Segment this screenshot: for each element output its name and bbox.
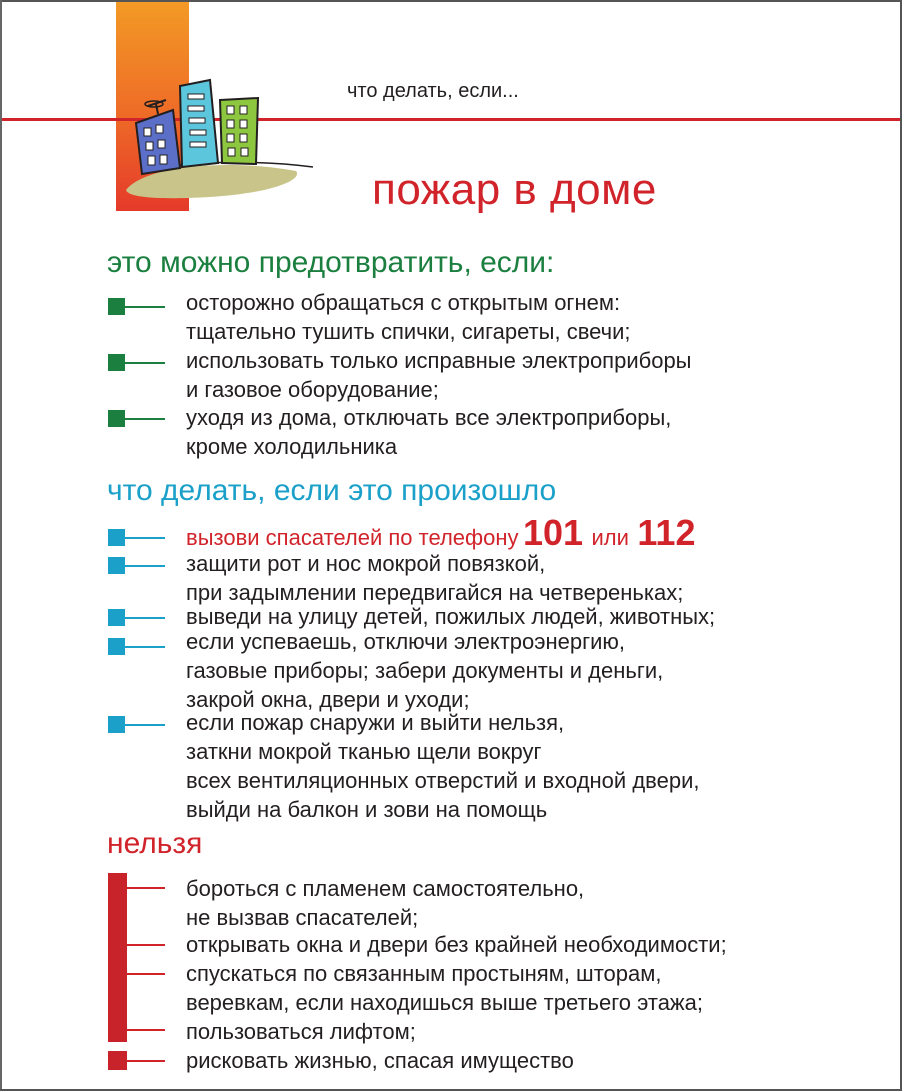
item-line: кроме холодильника [186,434,398,459]
item-line: уходя из дома, отключать все электроприборы, [186,405,672,430]
phone-101: 101 [522,512,584,553]
list-item [186,930,727,959]
list-item [186,708,699,824]
item-line: тщательно тушить спички, сигареты, свечи; [186,319,631,344]
green-bullet-line [125,418,165,420]
item-line: защити рот и нос мокрой повязкой, [186,551,546,576]
cyan-bullet-line [125,537,165,539]
item-line: бороться с пламенем самостоятельно, [186,876,585,901]
kicker-text: что делать, если... [347,80,519,102]
buildings-illustration [118,68,318,203]
list-item [186,288,631,346]
red-bullet-line [127,1029,165,1031]
item-line: и газовое оборудование; [186,377,439,402]
green-bullet-line [125,306,165,308]
list-item [186,346,692,404]
cyan-bullet-icon [108,716,125,733]
cyan-bullet-line [125,617,165,619]
list-item [186,874,584,932]
cyan-bullet-icon [108,557,125,574]
green-bullet-icon [108,298,125,315]
list-item [186,959,703,1017]
cyan-bullet-icon [108,529,125,546]
item-line: выведи на улицу детей, пожилых людей, животных; [186,604,716,629]
item-line: всех вентиляционных отверстий и входной двери, [186,768,700,793]
red-vertical-bar [108,873,127,1042]
red-bullet-line [127,944,165,946]
item-line: выйди на балкон и зови на помощь [186,797,548,822]
list-item [186,1017,416,1046]
green-bullet-icon [108,354,125,371]
item-line: спускаться по связанным простыням, шторам, [186,961,662,986]
item-line: если успеваешь, отключи электроэнергию, [186,629,626,654]
call-or: или [591,525,629,550]
prevent-heading: это можно предотвратить, если: [107,246,555,279]
red-bullet-line [127,887,165,889]
cyan-bullet-icon [108,609,125,626]
green-bullet-icon [108,410,125,427]
forbidden-heading: нельзя [107,827,203,860]
action-heading: что делать, если это произошло [107,474,557,507]
item-line: заткни мокрой тканью щели вокруг [186,739,542,764]
item-line: если пожар снаружи и выйти нельзя, [186,710,565,735]
list-item [186,627,663,714]
item-line: пользоваться лифтом; [186,1019,416,1044]
green-bullet-line [125,362,165,364]
red-bullet-line [127,973,165,975]
frame-left [0,0,2,1091]
item-line: использовать только исправные электроприборы [186,348,692,373]
item-line: не вызвав спасателей; [186,905,419,930]
item-line: рисковать жизнью, спасая имущество [186,1048,574,1073]
cyan-bullet-icon [108,638,125,655]
item-line: веревкам, если находишься выше третьего этажа; [186,990,703,1015]
item-line: осторожно обращаться с открытым огнем: [186,290,621,315]
list-item [186,549,683,607]
cyan-bullet-line [125,565,165,567]
cyan-bullet-line [125,724,165,726]
list-item [186,403,671,461]
item-line: газовые приборы; забери документы и деньги, [186,658,664,683]
phone-112: 112 [637,512,696,553]
item-line: открывать окна и двери без крайней необходимости; [186,932,727,957]
red-bullet-line [127,1060,165,1062]
call-text: вызови спасателей по телефону [186,525,519,550]
item-line: закрой окна, двери и уходи; [186,687,470,712]
red-bullet-icon [108,1051,127,1070]
item-line: при задымлении передвигайся на четвереньках; [186,580,684,605]
cyan-bullet-line [125,646,165,648]
list-item [186,1046,574,1075]
page-title: пожар в доме [372,165,657,214]
call-rescue-item [186,512,695,554]
